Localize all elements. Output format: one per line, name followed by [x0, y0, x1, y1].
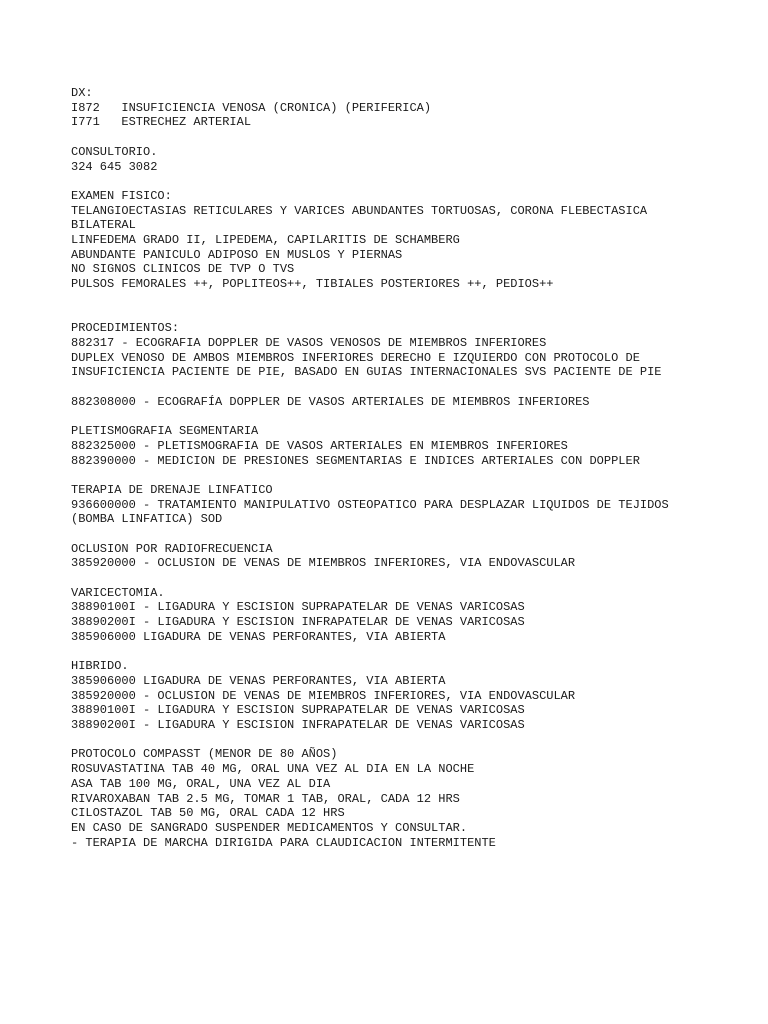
procedimientos-section [71, 321, 751, 380]
varicectomia-line: 38890200I - LIGADURA Y ESCISION INFRAPATELAR DE VENAS VARICOSAS [71, 615, 525, 630]
examen-line: BILATERAL [71, 218, 136, 233]
consultorio-phone: 324 645 3082 [71, 159, 158, 174]
procedimiento-line: DUPLEX VENOSO DE AMBOS MIEMBROS INFERIORES DERECHO E IZQUIERDO CON PROTOCOLO DE [71, 350, 640, 365]
drenaje-heading: TERAPIA DE DRENAJE LINFATICO [71, 482, 273, 497]
oclusion-section [71, 542, 751, 571]
examen-heading: EXAMEN FISICO: [71, 188, 172, 203]
oclusion-line: 385920000 - OCLUSION DE VENAS DE MIEMBROS INFERIORES, VIA ENDOVASCULAR [71, 556, 576, 571]
varicectomia-heading: VARICECTOMIA. [71, 585, 165, 600]
compass-line: ASA TAB 100 MG, ORAL, UNA VEZ AL DIA [71, 776, 331, 791]
hibrido-line: 385920000 - OCLUSION DE VENAS DE MIEMBROS INFERIORES, VIA ENDOVASCULAR [71, 688, 576, 703]
consultorio-section [71, 145, 751, 174]
examen-line: LINFEDEMA GRADO II, LIPEDEMA, CAPILARITIS DE SCHAMBERG [71, 233, 460, 247]
varicectomia-line: 385906000 LIGADURA DE VENAS PERFORANTES, VIA ABIERTA [71, 629, 446, 644]
pletismografia-section [71, 424, 751, 468]
drenaje-line: (BOMBA LINFATICA) SOD [71, 512, 223, 527]
examen-line: TELANGIOECTASIAS RETICULARES Y VARICES ABUNDANTES TORTUOSAS, CORONA FLEBECTASICA [71, 203, 648, 218]
dx-line: I872 INSUFICIENCIA VENOSA (CRONICA) (PERIFERICA) [71, 100, 432, 115]
examen-section [71, 189, 751, 292]
hibrido-line: 38890100I - LIGADURA Y ESCISION SUPRAPATELAR DE VENAS VARICOSAS [71, 703, 525, 718]
procedimientos-heading: PROCEDIMIENTOS: [71, 321, 180, 336]
pletismografia-line: 882325000 - PLETISMOGRAFIA DE VASOS ARTERIALES EN MIEMBROS INFERIORES [71, 438, 568, 453]
examen-line: ABUNDANTE PANICULO ADIPOSO EN MUSLOS Y PIERNAS [71, 247, 403, 262]
dx-heading: DX: [71, 86, 93, 100]
drenaje-section [71, 483, 751, 527]
hibrido-line: 38890200I - LIGADURA Y ESCISION INFRAPATELAR DE VENAS VARICOSAS [71, 718, 525, 733]
compass-heading: PROTOCOLO COMPASST (MENOR DE 80 AÑOS) [71, 747, 338, 762]
compass-line: - TERAPIA DE MARCHA DIRIGIDA PARA CLAUDICACION INTERMITENTE [71, 835, 496, 850]
compass-line: ROSUVASTATINA TAB 40 MG, ORAL UNA VEZ AL DIA EN LA NOCHE [71, 762, 475, 777]
consultorio-heading: CONSULTORIO. [71, 144, 158, 159]
dx-section [71, 86, 751, 130]
compass-section [71, 747, 751, 850]
compass-line: RIVAROXABAN TAB 2.5 MG, TOMAR 1 TAB, ORAL, CADA 12 HRS [71, 791, 460, 806]
examen-line: PULSOS FEMORALES ++, POPLITEOS++, TIBIALES POSTERIORES ++, PEDIOS++ [71, 277, 554, 292]
procedimiento-line: 882308000 - ECOGRAFÍA DOPPLER DE VASOS ARTERIALES DE MIEMBROS INFERIORES [71, 394, 590, 409]
pletismografia-line: 882390000 - MEDICION DE PRESIONES SEGMENTARIAS E INDICES ARTERIALES CON DOPPLER [71, 453, 640, 468]
procedimiento-arterial [71, 395, 751, 410]
procedimiento-line: INSUFICIENCIA PACIENTE DE PIE, BASADO EN GUIAS INTERNACIONALES SVS PACIENTE DE PIE [71, 365, 662, 380]
examen-line: NO SIGNOS CLINICOS DE TVP O TVS [71, 262, 295, 277]
document-page [71, 86, 751, 850]
pletismografia-heading: PLETISMOGRAFIA SEGMENTARIA [71, 424, 259, 439]
drenaje-line: 936600000 - TRATAMIENTO MANIPULATIVO OSTEOPATICO PARA DESPLAZAR LIQUIDOS DE TEJIDOS [71, 497, 669, 512]
hibrido-line: 385906000 LIGADURA DE VENAS PERFORANTES, VIA ABIERTA [71, 673, 446, 688]
compass-line: CILOSTAZOL TAB 50 MG, ORAL CADA 12 HRS [71, 806, 345, 821]
oclusion-heading: OCLUSION POR RADIOFRECUENCIA [71, 541, 273, 556]
dx-line: I771 ESTRECHEZ ARTERIAL [71, 115, 252, 130]
varicectomia-line: 38890100I - LIGADURA Y ESCISION SUPRAPATELAR DE VENAS VARICOSAS [71, 600, 525, 615]
procedimiento-line: 882317 - ECOGRAFIA DOPPLER DE VASOS VENOSOS DE MIEMBROS INFERIORES [71, 335, 547, 350]
hibrido-heading: HIBRIDO. [71, 659, 129, 674]
hibrido-section [71, 659, 751, 733]
varicectomia-section [71, 586, 751, 645]
compass-line: EN CASO DE SANGRADO SUSPENDER MEDICAMENTOS Y CONSULTAR. [71, 821, 468, 835]
